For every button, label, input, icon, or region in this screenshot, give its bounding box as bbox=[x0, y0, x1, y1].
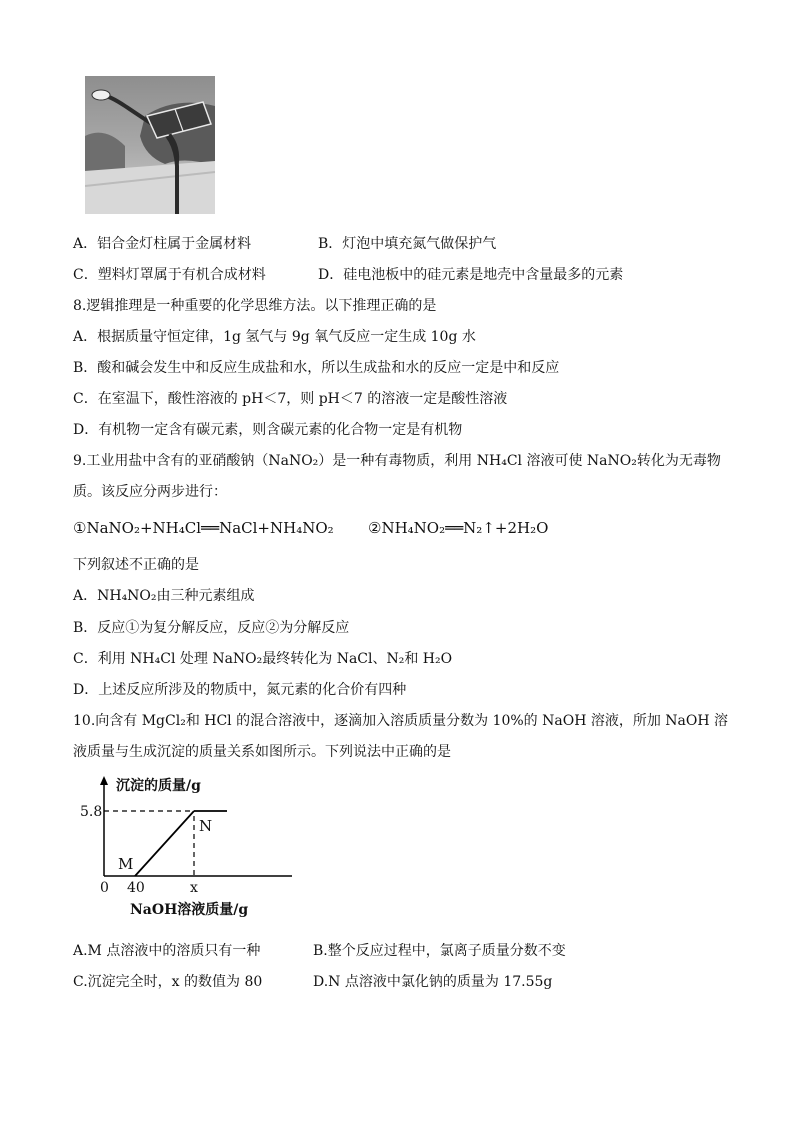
q8-option-c: C．在室温下，酸性溶液的 pH＜7，则 pH＜7 的溶液一定是酸性溶液 bbox=[73, 391, 508, 407]
q10-option-c: C.沉淀完全时，x 的数值为 80 bbox=[73, 974, 263, 990]
origin-label: 0 bbox=[100, 880, 109, 896]
rising-line bbox=[135, 811, 194, 876]
q9-option-a: A．NH₄NO₂由三种元素组成 bbox=[73, 588, 255, 604]
point-n-label: N bbox=[199, 817, 213, 835]
q10-option-a: A.M 点溶液中的溶质只有一种 bbox=[73, 943, 261, 959]
q9-prompt: 下列叙述不正确的是 bbox=[73, 557, 199, 573]
q9-option-b: B．反应①为复分解反应，反应②为分解反应 bbox=[73, 620, 350, 636]
q9-stem-line-1: 9.工业用盐中含有的亚硝酸钠（NaNO₂）是一种有毒物质，利用 NH₄Cl 溶液可使 NaNO₂转化为无毒物 bbox=[73, 453, 721, 469]
solar-street-lamp-photo bbox=[85, 76, 215, 214]
q7-option-b: B．灯泡中填充氮气做保护气 bbox=[318, 236, 497, 252]
q10-option-b: B.整个反应过程中，氯离子质量分数不变 bbox=[313, 943, 566, 959]
x-tick-40: 40 bbox=[127, 880, 145, 896]
x-tick-x: x bbox=[190, 880, 198, 896]
precipitate-mass-graph bbox=[80, 774, 292, 924]
q9-stem-line-2: 质。该反应分两步进行： bbox=[73, 484, 227, 500]
q9-reaction-2: ②NH₄NO₂══N₂↑+2H₂O bbox=[368, 519, 549, 537]
q10-option-d: D.N 点溶液中氯化钠的质量为 17.55g bbox=[313, 974, 553, 990]
q8-option-a: A．根据质量守恒定律，1g 氢气与 9g 氧气反应一定生成 10g 水 bbox=[73, 329, 476, 345]
q9-option-d: D．上述反应所涉及的物质中，氮元素的化合价有四种 bbox=[73, 682, 407, 698]
x-axis-label: NaOH溶液质量/g bbox=[130, 902, 249, 918]
y-axis-arrow bbox=[100, 776, 108, 785]
q8-option-b: B．酸和碱会发生中和反应生成盐和水，所以生成盐和水的反应一定是中和反应 bbox=[73, 360, 560, 376]
y-axis-label: 沉淀的质量/g bbox=[116, 778, 201, 794]
q7-option-a: A．铝合金灯柱属于金属材料 bbox=[73, 236, 252, 252]
q9-option-c: C．利用 NH₄Cl 处理 NaNO₂最终转化为 NaCl、N₂和 H₂O bbox=[73, 651, 453, 667]
q8-stem: 8.逻辑推理是一种重要的化学思维方法。以下推理正确的是 bbox=[73, 298, 437, 314]
point-m-label: M bbox=[118, 855, 134, 873]
q8-option-d: D．有机物一定含有碳元素，则含碳元素的化合物一定是有机物 bbox=[73, 422, 463, 438]
q7-option-c: C．塑料灯罩属于有机合成材料 bbox=[73, 267, 266, 283]
q10-stem-line-2: 液质量与生成沉淀的质量关系如图所示。下列说法中正确的是 bbox=[73, 744, 451, 760]
q7-option-d: D．硅电池板中的硅元素是地壳中含量最多的元素 bbox=[318, 267, 624, 283]
y-tick-label: 5.8 bbox=[80, 804, 103, 820]
q10-stem-line-1: 10.向含有 MgCl₂和 HCl 的混合溶液中，逐滴加入溶质质量分数为 10%的 NaOH 溶液，所加 NaOH 溶 bbox=[73, 713, 729, 729]
q9-reaction-1: ①NaNO₂+NH₄Cl══NaCl+NH₄NO₂ bbox=[73, 519, 334, 537]
